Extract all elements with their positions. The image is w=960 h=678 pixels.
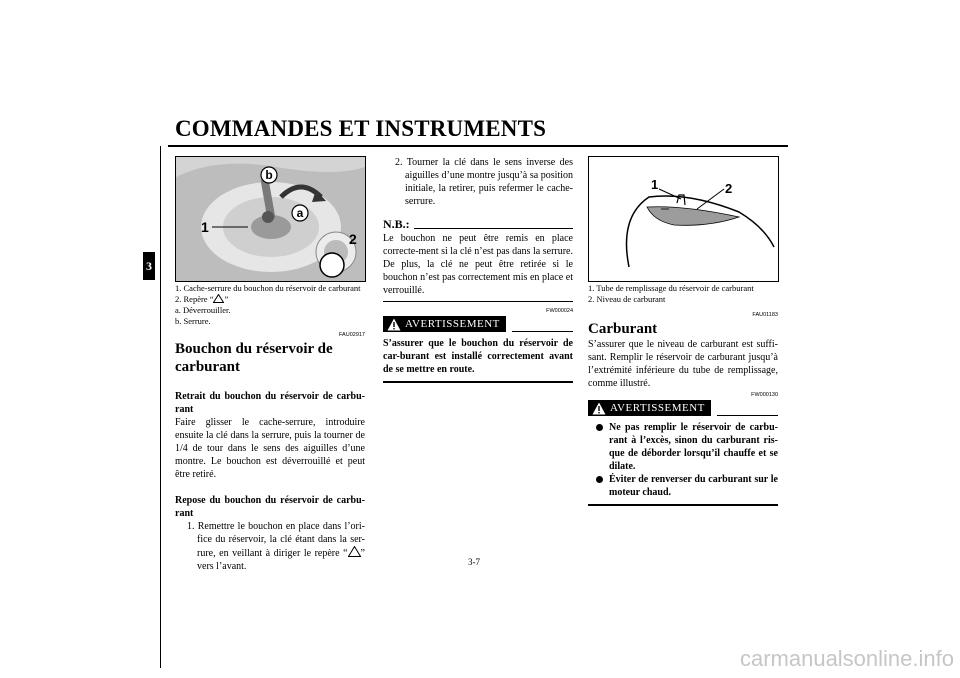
page-header-title: COMMANDES ET INSTRUMENTS <box>175 116 547 141</box>
fuel-cap-illustration <box>176 157 365 281</box>
warning-triangle-icon <box>592 402 606 415</box>
section-title: Bouchon du réservoir de carburant <box>175 341 333 375</box>
triangle-mark-icon <box>213 294 224 303</box>
label-a: a <box>296 206 304 220</box>
warning-label: AVERTISSEMENT <box>610 402 705 414</box>
warning-header <box>383 316 573 332</box>
warning-list <box>588 421 778 499</box>
warning-header <box>588 400 778 416</box>
bullet-icon <box>596 424 603 431</box>
label-1: 1 <box>201 219 209 235</box>
label-b: b <box>265 168 273 182</box>
warning-badge <box>383 316 506 332</box>
section-title: Carburant <box>588 321 658 337</box>
warning-rule <box>383 381 573 383</box>
chapter-tab: 3 <box>143 252 155 280</box>
caption-2: 2. Niveau de carburant <box>588 294 666 304</box>
chapter-margin-line <box>146 146 161 668</box>
bullet-icon <box>596 476 603 483</box>
warning-text: S’assurer que le bouchon du réservoir de car-burant est installé correctement avant de se mettre en route. <box>383 338 573 375</box>
fuel-level-figure <box>588 156 779 282</box>
triangle-mark-icon <box>348 546 361 557</box>
header-rule <box>168 145 788 147</box>
label-2: 2 <box>725 181 733 196</box>
warning-triangle-icon <box>387 318 401 331</box>
label-2: 2 <box>349 231 357 247</box>
nb-rule <box>383 301 573 302</box>
middle-column <box>383 156 573 383</box>
caption-2: 2. Repère “ ” <box>175 294 229 304</box>
nb-title: N.B.: <box>383 217 410 231</box>
nb-text: Le bouchon ne peut être remis en place correcte-ment si la clé n’est pas dans la serrure. De plus, la clé ne peut être retirée si le bouchon n’est pas correctement mis en place et verrouillé. <box>383 233 573 296</box>
caption-1: 1. Tube de remplissage du réservoir de carburant <box>588 283 754 293</box>
warning-code: FW000130 <box>751 392 778 398</box>
warning-label: AVERTISSEMENT <box>405 318 500 330</box>
warning-code: FW000024 <box>546 308 573 314</box>
watermark: carmanualsonline.info <box>739 646 954 671</box>
fuel-text: S’assurer que le niveau de carburant est suffi-sant. Remplir le réservoir de carburant jusqu’à l’extrémité inférieure du tube de remplissage, comme illustré. <box>588 339 778 389</box>
warning-item: Éviter de renverser du carburant sur le moteur chaud. <box>588 473 778 499</box>
left-column <box>175 283 365 573</box>
caption-b: b. Serrure. <box>175 316 211 326</box>
ref-code: FAU01183 <box>752 312 778 318</box>
warning-badge <box>588 400 711 416</box>
caption-1: 1. Cache-serrure du bouchon du réservoir de carburant <box>175 283 361 293</box>
right-column <box>588 283 778 506</box>
nb-header <box>383 217 573 232</box>
warning-item: Ne pas remplir le réservoir de carbu-rant à l’excès, sinon du carburant ris-que de déborder lorsqu’il chauffe et se dilate. <box>588 421 778 473</box>
label-1: 1 <box>651 177 659 192</box>
remove-heading: Retrait du bouchon du réservoir de carbu-rant <box>175 391 365 415</box>
page-number: 3-7 <box>468 557 480 567</box>
fuel-cap-figure <box>175 156 366 282</box>
refit-step-2: 2. Tourner la clé dans le sens inverse des aiguilles d’une montre jusqu’à sa position initiale, la retirer, puis refermer le cache-serrure. <box>395 157 573 207</box>
caption-a: a. Déverrouiller. <box>175 305 231 315</box>
refit-heading: Repose du bouchon du réservoir de carbu-rant <box>175 495 365 519</box>
refit-step-1: 1. Remettre le bouchon en place dans l’ori-fice du réservoir, la clé étant dans la ser-rure, en veillant à diriger le repère “ ” vers l’avant. <box>187 521 365 572</box>
warning-rule <box>588 504 778 506</box>
remove-text: Faire glisser le cache-serrure, introduire ensuite la clé dans la serrure, puis la tourner de 1/4 de tour dans le sens des aiguilles d’une montre. Le bouchon est déverrouillé et peut être retiré. <box>175 417 365 480</box>
fuel-tank-illustration <box>589 157 778 281</box>
ref-code: FAU02917 <box>339 332 365 338</box>
